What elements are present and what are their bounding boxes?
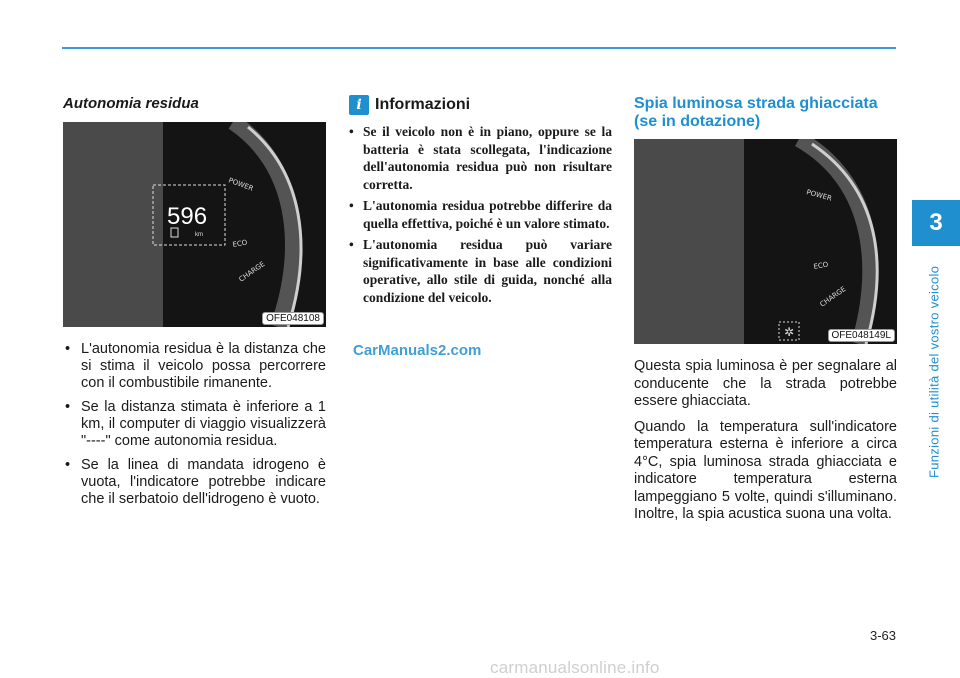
- gauge-label-power: POWER: [805, 188, 833, 203]
- figure-code: OFE048108: [262, 312, 324, 325]
- carmanuals-watermark[interactable]: CarManuals2.com: [353, 342, 482, 359]
- info-title: Informazioni: [375, 96, 471, 113]
- top-rule: [62, 47, 896, 49]
- site-watermark[interactable]: carmanualsonline.info: [490, 658, 660, 677]
- figure-ice-warning: [634, 139, 897, 344]
- list-item: • Se la linea di mandata idrogeno è vuota, l'indicatore potrebbe indicare che il serbatoio dell'idrogeno è vuoto.: [63, 457, 326, 508]
- info-header: [349, 95, 612, 115]
- cluster-illustration: [63, 122, 326, 327]
- list-item: • L'autonomia residua è la distanza che si stima il veicolo possa percorrere con il combustibile rimanente.: [63, 341, 326, 392]
- paragraph: Quando la temperatura sull'indicatore temperatura esterna è inferiore a circa 4°C, spia luminosa strada ghiacciata e indicatore temperatura esterna lampeggiano 5 volte, quindi s'illuminano. Inoltre, la spia acustica suona una volta.: [634, 418, 897, 522]
- column-autonomia: [63, 95, 326, 515]
- gauge-label-power: POWER: [227, 176, 255, 193]
- bullet-list-autonomia: [63, 341, 326, 508]
- list-item: • Se la distanza stimata è inferiore a 1 km, il computer di viaggio visualizzerà "----" come autonomia residua.: [63, 399, 326, 450]
- page-number: 3-63: [869, 628, 896, 643]
- gauge-label-eco: ECO: [812, 260, 829, 271]
- figure-range-display: [63, 122, 326, 327]
- paragraph: Questa spia luminosa è per segnalare al conducente che la strada potrebbe essere ghiacciata.: [634, 358, 897, 409]
- section-title-ice: Spia luminosa strada ghiacciata (se in dotazione): [634, 95, 878, 130]
- list-item: • L'autonomia residua può variare significativamente in base alle condizioni operative, allo stile di guida, nonché alla condizione del veicolo.: [349, 236, 612, 306]
- snowflake-icon: ✲: [784, 325, 795, 339]
- gauge-label-charge: CHARGE: [237, 260, 267, 284]
- column-informazioni: [349, 95, 612, 310]
- info-icon: i: [349, 95, 369, 115]
- range-value: 596: [167, 203, 208, 230]
- section-title-autonomia: Autonomia residua: [63, 95, 199, 112]
- chapter-side-title: Funzioni di utilità del vostro veicolo: [926, 265, 942, 479]
- gauge-label-eco: ECO: [231, 238, 248, 249]
- range-unit: km: [195, 232, 203, 238]
- column-ice-warning: [634, 95, 897, 532]
- gauge-label-charge: CHARGE: [818, 285, 848, 309]
- list-item: • Se il veicolo non è in piano, oppure se la batteria è stata scollegata, l'indicazione dell'autonomia residua può non risultare corretta.: [349, 123, 612, 193]
- list-item: • L'autonomia residua potrebbe differire da quella effettiva, poiché è un valore stimato.: [349, 197, 612, 232]
- chapter-tab: 3: [912, 200, 960, 246]
- cluster-illustration: [634, 139, 897, 344]
- figure-code: OFE048149L: [828, 329, 896, 342]
- info-list: [349, 123, 612, 306]
